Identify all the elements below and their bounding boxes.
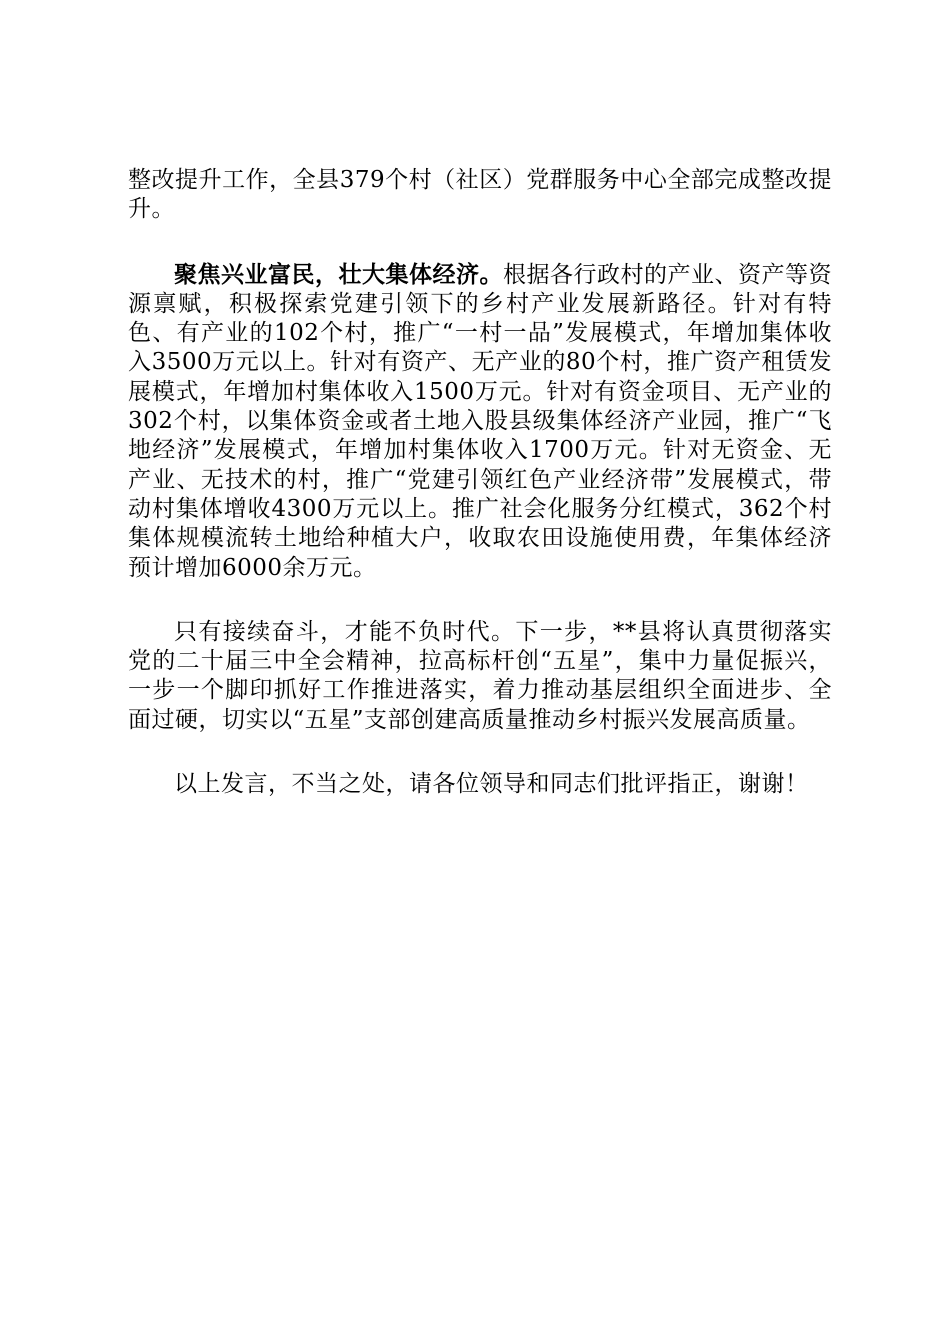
paragraph-continuation: 整改提升工作，全县379个村（社区）党群服务中心全部完成整改提升。 — [128, 167, 832, 223]
paragraph-gap — [128, 735, 832, 770]
paragraph-gap — [128, 583, 832, 618]
document-page — [128, 166, 832, 799]
paragraph-body: 根据各行政村的产业、资产等资源禀赋，积极探索党建引领下的乡村产业发展新路径。针对有特色、有产业的102个村，推广“一村一品”发展模式，年增加集体收入3500万元以上。针对有资产、无产业的80个村，推广资产租赁发展模式，年增加村集体收入1500万元。针对有资金项目、无产业的302个村，以集体资金或者土地入股县级集体经济产业园，推广“飞地经济”发展模式，年增加村集体收入1700万元。针对无资金、无产业、无技术的村，推广“党建引领红色产业经济带”发展模式，带动村集体增收4300万元以上。推广社会化服务分红模式，362个村集体规模流转土地给种植大户，收取农田设施使用费，年集体经济预计增加6000余万元。 — [128, 261, 832, 581]
paragraph-collective-economy — [128, 260, 832, 583]
paragraph-next-steps: 只有接续奋斗，才能不负时代。下一步，**县将认真贯彻落实党的二十届三中全会精神，拉高标杆创“五星”，集中力量促振兴，一步一个脚印抓好工作推进落实，着力推动基层组织全面进步、全面过硬，切实以“五星”支部创建高质量推动乡村振兴发展高质量。 — [128, 618, 832, 733]
paragraph-lead-heading: 聚焦兴业富民，壮大集体经济。 — [174, 260, 503, 288]
paragraph-gap — [128, 225, 832, 260]
paragraph-closing: 以上发言，不当之处，请各位领导和同志们批评指正，谢谢！ — [174, 771, 809, 798]
